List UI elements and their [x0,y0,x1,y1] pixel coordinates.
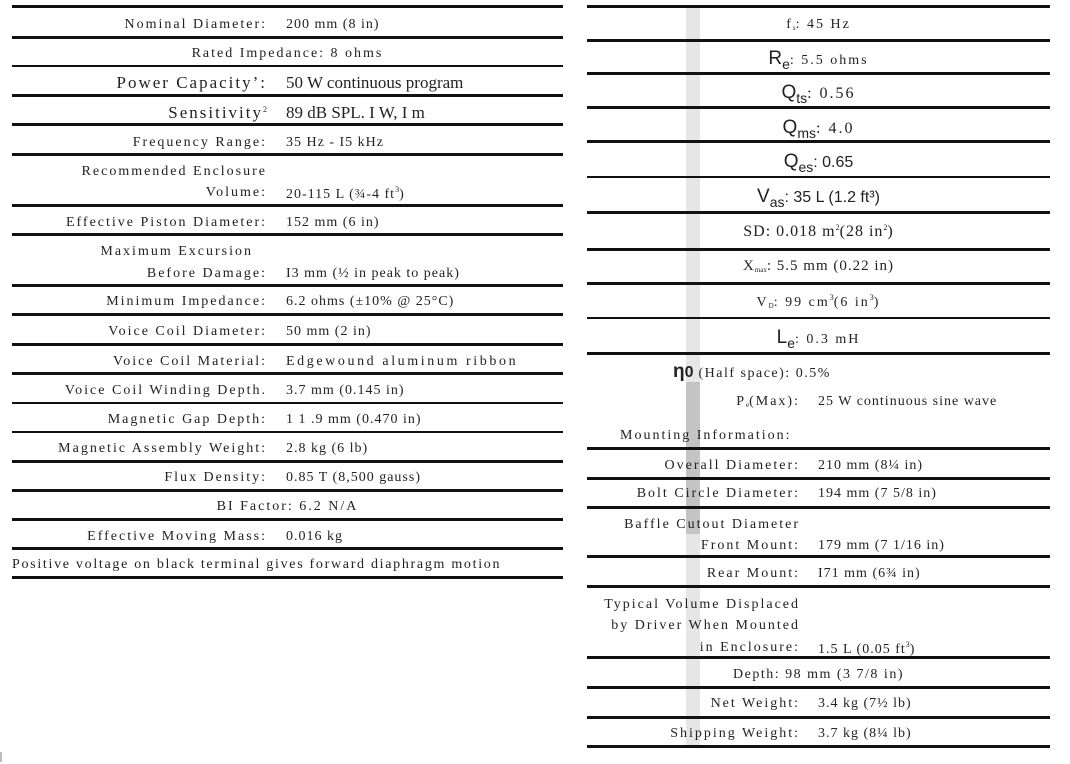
param-symbol: $V_{as}$ [757,186,785,210]
mount-value: 179 mm (7 1/16 in) [818,538,945,553]
superscript: 3 [905,640,910,649]
mount-value: 194 mm (7 5/8 in) [818,486,937,501]
spec-value: I3 mm (½ in peak to peak) [286,266,460,281]
spec-row-minimum-impedance [12,287,563,316]
spec-row-flux-density [12,463,563,492]
param-symbol: $R_e$ [768,48,790,72]
spec-row-bl-factor [12,492,563,521]
spec-value: 8 ohms [330,46,384,61]
param-row-efficiency [587,356,1050,386]
mount-row-shipping-weight [587,719,1050,748]
param-value-end: ) [887,223,894,240]
param-symbol: f [786,17,793,32]
spec-label: Effective Moving Mass: [87,529,267,544]
param-subscript: s [792,24,796,32]
param-label: P [736,394,746,409]
spec-label: Before Damage: [146,266,267,281]
spec-label: Volume: [205,185,267,200]
spec-label-line1: Maximum Excursion [100,244,253,259]
spec-value: 35 Hz - I5 kHz [286,135,384,150]
spec-row-magnetic-assembly-weight [12,433,563,463]
spec-label: Minimum Impedance: [106,294,267,309]
param-value: : 4.0 [816,120,855,137]
spec-value: 89 dB SPL. I W, I m [286,103,425,122]
spec-label: Power Capacity’: [116,73,267,92]
mount-label: Front Mount: [700,538,800,553]
spec-value: 1 1 .9 mm (0.470 in) [286,412,422,427]
param-value: 0.018 m [776,223,836,240]
spec-value: 0.85 T (8,500 gauss) [286,470,421,485]
spec-label: Effective Piston Diameter: [65,215,267,230]
superscript: 2 [883,223,888,232]
spec-row-sensitivity [12,97,563,126]
mount-value: 1.5 L (0.05 ft [818,642,906,657]
mount-value: I71 mm (6¾ in) [818,566,921,581]
param-subscript: D [768,302,774,310]
superscript: 2 [835,223,840,232]
param-label: X [742,258,755,274]
param-label-mid: (Max): [749,394,800,409]
param-row-pe [587,386,1050,420]
spec-row-polarity-note [12,550,563,579]
param-symbol: $Q_{ts}$ [781,82,808,106]
mount-row-baffle-front [587,509,1050,558]
param-value: : 0.3 mH [794,332,861,347]
param-symbol: $L_e$ [776,327,795,351]
param-value: (Half space): 0.5% [698,366,831,381]
mounting-heading-row [587,420,1050,450]
spec-label: Voice Coil Winding Depth. [64,383,267,398]
spec-row-voice-coil-material [12,346,563,375]
param-subscript: max [754,266,767,274]
spec-label: Voice Coil Diameter: [108,324,267,339]
displaced-line2: by Driver When Mounted [611,618,800,633]
spec-value: 6.2 ohms (±10% @ 25°C) [286,294,455,309]
spec-value: 2.8 kg (6 lb) [286,441,369,456]
scan-edge-mark [0,752,2,762]
param-symbol: $Q_{es}$ [783,151,814,175]
mount-label: Overall Diameter: [664,458,800,473]
param-value: : 0.65 [813,154,854,171]
spec-value: 152 mm (6 in) [286,215,380,230]
spec-row-voice-coil-winding-depth [12,375,563,404]
displaced-line1: Typical Volume Displaced [604,597,800,612]
param-value-end: (6 in [833,295,870,310]
spec-value: 50 mm (2 in) [286,324,372,339]
param-value: : 45 Hz [795,17,851,32]
mount-value-end: ) [909,642,916,657]
mount-label: Rear Mount: [706,566,800,581]
mount-row-baffle-rear [587,558,1050,588]
spec-value: Edgewound aluminum ribbon [286,354,519,369]
param-value: 25 W continuous sine wave [818,394,998,409]
mount-value: 210 mm (8¼ in) [818,458,923,473]
spec-value: 0.016 kg [286,529,343,544]
spec-label: Frequency Range: [132,135,267,150]
mount-row-volume-displaced [587,588,1050,659]
mount-label: Net Weight: [710,696,800,711]
spec-value-end: ) [399,187,405,202]
mount-row-overall-diameter [587,450,1050,480]
param-row-qes [587,143,1050,178]
param-value: : 5.5 ohms [789,53,869,68]
mount-label: in Enclosure: [699,640,800,655]
spec-value: 50 W continuous program [286,73,464,92]
mount-row-net-weight [587,689,1050,719]
spec-row-nominal-diameter [12,9,563,39]
param-value: : 99 cm [773,295,830,310]
param-row-qms [587,109,1050,143]
param-row-vd [587,285,1050,319]
param-row-le [587,319,1050,355]
param-value-end2: ) [873,295,881,310]
spec-label: Magnetic Gap Depth: [107,412,267,427]
param-row-re [587,42,1050,75]
param-value: : 0.56 [807,85,856,102]
spec-label: Magnetic Assembly Weight: [58,441,267,456]
param-value-mid: (28 in [839,223,884,240]
param-value: : 35 L (1.2 ft³) [784,189,880,206]
param-row-xmax [587,251,1050,285]
depth-text: Depth: 98 mm (3 7/8 in) [733,667,904,682]
baffle-heading: Baffle Cutout Diameter [624,517,800,532]
mount-value: 3.7 kg (8¼ lb) [818,726,912,741]
param-subscript: e [746,401,750,409]
param-value: : 5.5 mm (0.22 in) [766,258,895,274]
footnote-marker: 2 [263,105,267,114]
mount-row-depth [587,659,1050,689]
spec-row-magnetic-gap-depth [12,404,563,433]
spec-value: 20-115 L (¾-4 ft [286,187,396,202]
spec-label: Voice Coil Material: [112,354,267,369]
mount-label: Shipping Weight: [670,726,800,741]
mount-value: 3.4 kg (7½ lb) [818,696,912,711]
spec-row-recommended-enclosure [12,156,563,207]
top-rule [587,5,1050,8]
spec-row-rated-impedance [12,39,563,67]
param-row-fs [587,9,1050,42]
param-row-sd [587,214,1050,251]
eta-symbol: η0 [673,361,694,382]
spec-row-effective-piston-diameter [12,207,563,236]
param-symbol: $Q_{ms}$ [782,117,816,141]
spec-row-maximum-excursion [12,236,563,287]
spec-label: Nominal Diameter: [124,17,267,32]
spec-label: Flux Density: [164,470,267,485]
superscript: 3 [829,293,834,302]
spec-row-effective-moving-mass [12,521,563,550]
spec-row-frequency-range [12,126,563,156]
spec-label-line1: Recommended Enclosure [81,164,267,179]
param-row-qts [587,75,1050,109]
mount-row-bolt-circle [587,480,1050,509]
spec-label: Rated Impedance: [191,46,326,61]
spec-value: 200 mm (8 in) [286,17,380,32]
param-label: SD: [743,223,772,240]
spec-row-voice-coil-diameter [12,316,563,346]
superscript: 3 [395,185,400,194]
spec-row-power-capacity [12,67,563,97]
polarity-note: Positive voltage on black terminal gives forward diaphragm motion [12,557,502,572]
spec-text: BI Factor: 6.2 N/A [216,499,359,514]
mount-label: Bolt Circle Diameter: [636,486,800,501]
superscript: 3 [869,293,874,302]
top-rule [12,5,563,8]
spec-label: Sensitivity [168,103,263,122]
param-row-vas [587,178,1050,214]
spec-value: 3.7 mm (0.145 in) [286,383,405,398]
param-label: V [756,295,769,310]
mounting-heading: Mounting Information: [620,428,792,443]
